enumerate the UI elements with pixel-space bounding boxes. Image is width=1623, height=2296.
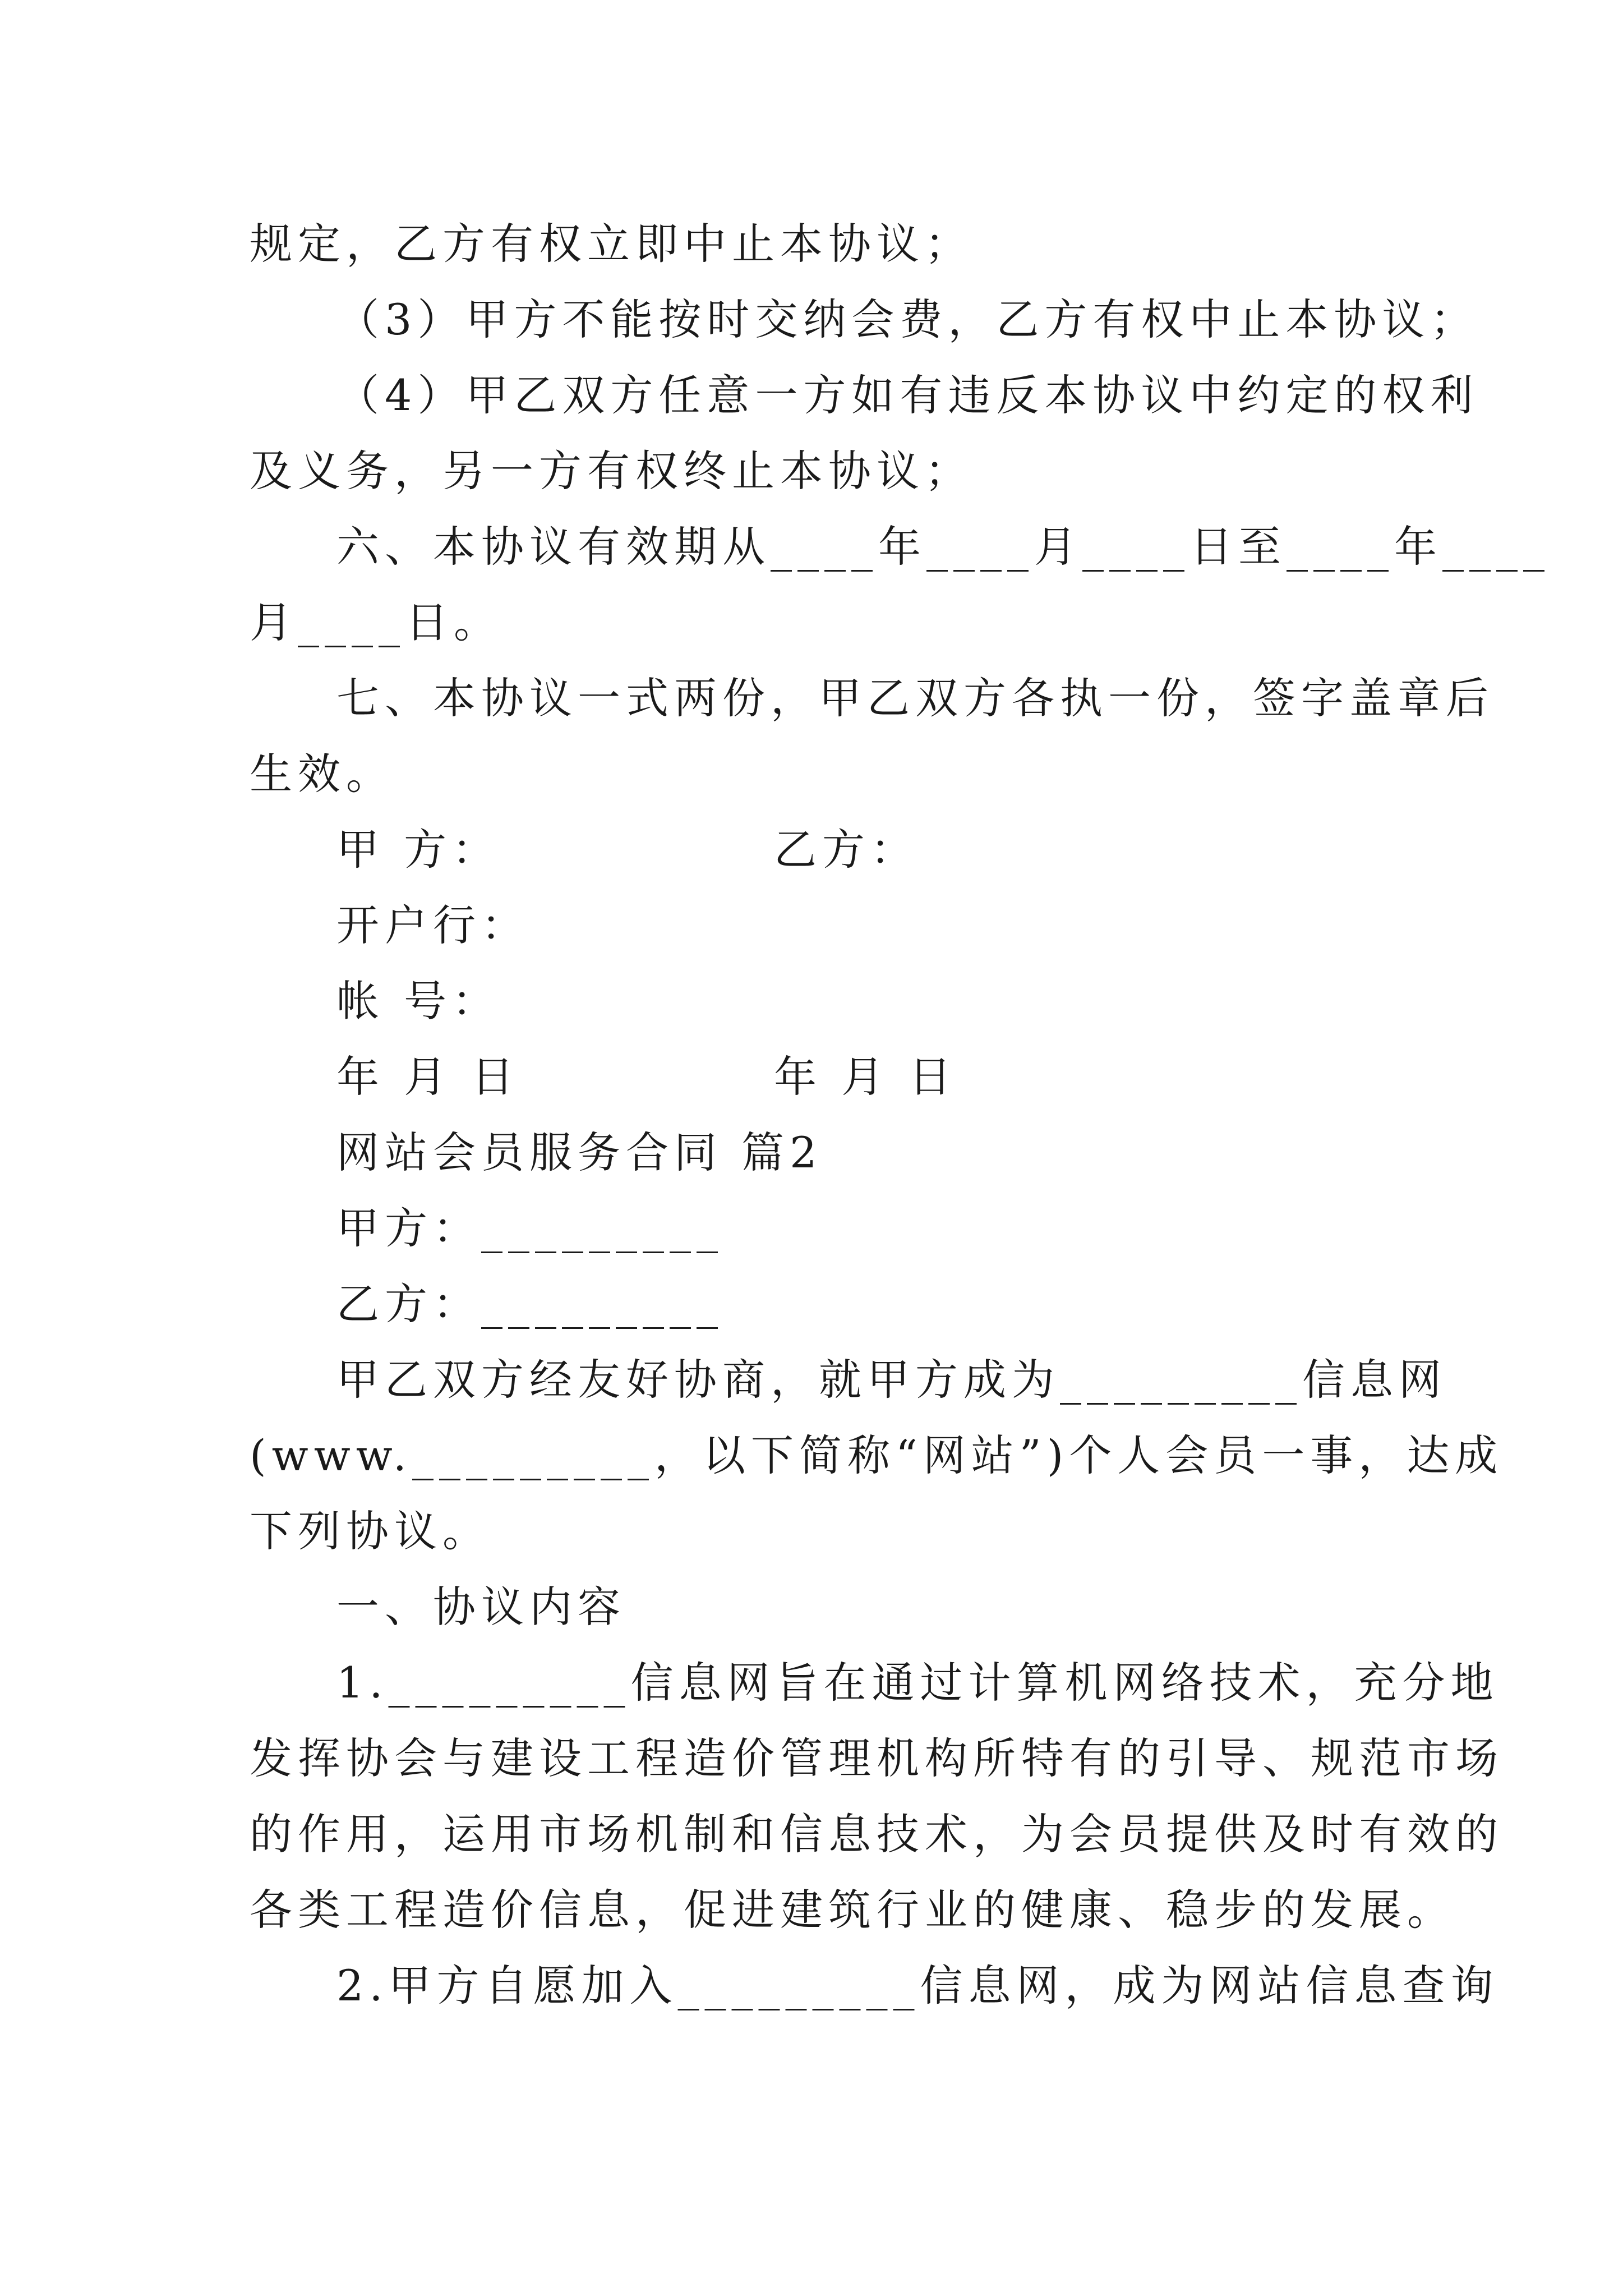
paragraph-line: 各类工程造价信息，促进建筑行业的健康、稳步的发展。 — [250, 1885, 1455, 1935]
party-a-label: 甲 方： — [336, 825, 501, 875]
section-heading: 网站会员服务合同 篇2 — [336, 1128, 823, 1177]
bank-label: 开户行： — [336, 900, 529, 950]
paragraph-line: （3）甲方不能按时交纳会费，乙方有权中止本协议； — [336, 295, 1479, 344]
paragraph-line: 七、本协议一式两份，甲乙双方各执一份，签字盖章后 — [336, 673, 1494, 723]
section-heading: 一、协议内容 — [336, 1582, 626, 1632]
party-b-field: 乙方：_________ — [336, 1279, 723, 1329]
paragraph-line: 2.甲方自愿加入_________信息网，成为网站信息查询 — [336, 1961, 1499, 2010]
account-label: 帐 号： — [336, 976, 501, 1026]
paragraph-line: 规定，乙方有权立即中止本协议； — [250, 219, 973, 269]
paragraph-line: 月____日。 — [250, 597, 502, 647]
paragraph-line: 及义务，另一方有权终止本协议； — [250, 446, 973, 496]
paragraph-line: 1._________信息网旨在通过计算机网络技术，充分地 — [336, 1658, 1499, 1708]
paragraph-line: 生效。 — [250, 749, 394, 799]
date-left: 年 月 日 — [336, 1052, 520, 1102]
paragraph-line: （4）甲乙双方任意一方如有违反本协议中约定的权利 — [336, 370, 1479, 420]
date-right: 年 月 日 — [774, 1052, 957, 1102]
party-b-label: 乙方： — [774, 825, 919, 875]
paragraph-line: 六、本协议有效期从____年____月____日至____年____ — [336, 522, 1550, 572]
paragraph-line: 的作用，运用市场机制和信息技术，为会员提供及时有效的 — [250, 1809, 1504, 1859]
paragraph-line: 下列协议。 — [250, 1506, 491, 1556]
paragraph-line: 甲乙双方经友好协商，就甲方成为_________信息网 — [336, 1355, 1447, 1405]
paragraph-line: (www._________，以下简称“网站”)个人会员一事，达成 — [250, 1430, 1504, 1480]
party-a-field: 甲方：_________ — [336, 1203, 723, 1253]
paragraph-line: 发挥协会与建设工程造价管理机构所特有的引导、规范市场 — [250, 1733, 1504, 1783]
